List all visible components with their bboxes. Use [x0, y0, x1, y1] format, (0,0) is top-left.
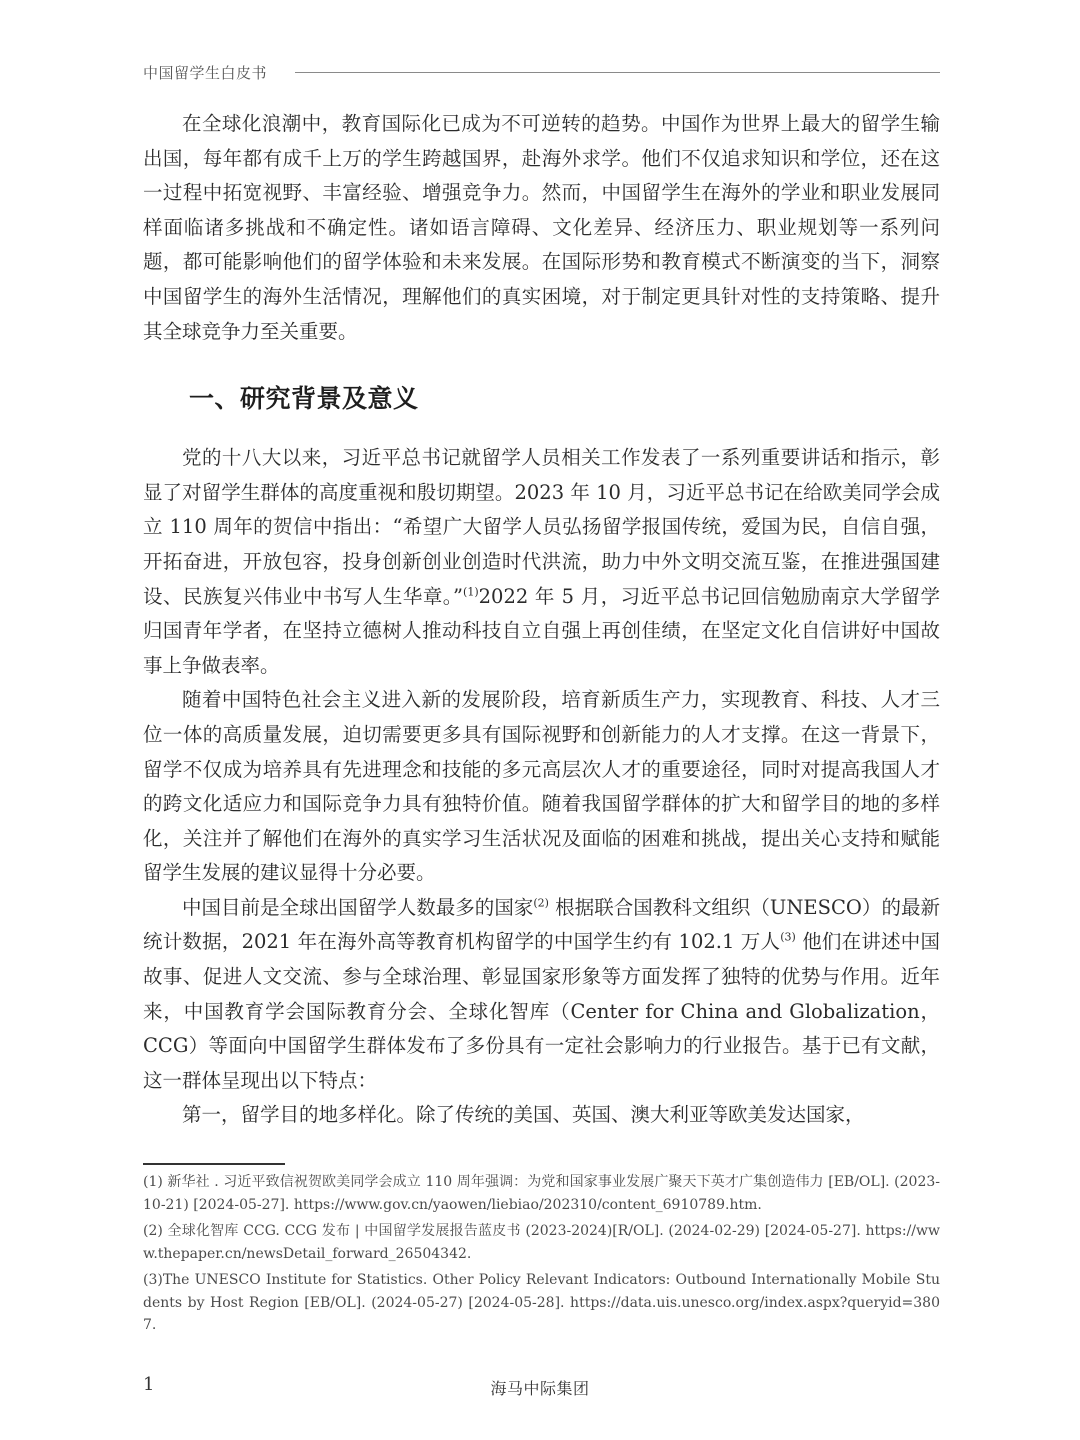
footer-publisher: 海马中际集团: [490, 1379, 590, 1398]
paragraph-text: 他们在讲述中国故事、促进人文交流、参与全球治理、彰显国家形象等方面发挥了独特的优势与作用。近年来，中国教育学会国际教育分会、全球化智库（Center for China and Globalization，CCG）等面向中国留学生群体发布了多份具有一定社会影响力的行业报告。基于已有文献，这一群体呈现出以下特点：: [143, 930, 941, 1092]
footnote-ref-1[interactable]: (1): [463, 585, 479, 599]
footnotes-section: [143, 1163, 940, 1341]
footnote-1: (1) 新华社 . 习近平致信祝贺欧美同学会成立 110 周年强调：为党和国家事业发展广聚天下英才广集创造伟力 [EB/OL]. (2023-10-21) [2024-05-27]. https://www.gov.cn/yaowen/liebiao/202310/content_6910789.htm.: [143, 1174, 940, 1213]
background-paragraph-2: 随着中国特色社会主义进入新的发展阶段，培育新质生产力，实现教育、科技、人才三位一体的高质量发展，迫切需要更多具有国际视野和创新能力的人才支撑。在这一背景下，留学不仅成为培养具有先进理念和技能的多元高层次人才的重要途径，同时对提高我国人才的跨文化适应力和国际竞争力具有独特价值。随着我国留学群体的扩大和留学目的地的多样化，关注并了解他们在海外的真实学习生活状况及面临的困难和挑战，提出关心支持和赋能留学生发展的建议显得十分必要。: [143, 688, 940, 885]
header-rule: [295, 72, 940, 73]
paragraph-text: 2022 年 5 月，习近平总书记回信勉励南京大学留学归国青年学者，在坚持立德树人推动科技自立自强上再创佳绩，在坚定文化自信讲好中国故事上争做表率。: [143, 584, 940, 677]
background-paragraph-1: [143, 441, 940, 683]
footnote-2: (2) 全球化智库 CCG. CCG 发布 | 中国留学发展报告蓝皮书 (2023-2024)[R/OL]. (2024-02-29) [2024-05-27]. https://www.thepaper.cn/newsDetail_forward_26504342.: [143, 1223, 940, 1262]
section-heading: 一、研究背景及意义: [189, 384, 419, 414]
page-number: 1: [143, 1374, 155, 1395]
paragraph-text: 中国目前是全球出国留学人数最多的国家: [182, 895, 534, 919]
background-paragraph-3: [143, 891, 940, 1099]
footnote-3: (3)The UNESCO Institute for Statistics. Other Policy Relevant Indicators: Outbound Internationally Mobile Students by Host Region [EB/OL]. (2024-05-27) [2024-05-28]. https://data.uis.unesco.org/index.aspx?queryid=3807.: [143, 1272, 940, 1333]
header-title: 中国留学生白皮书: [143, 63, 268, 82]
footnote-ref-2[interactable]: (2): [533, 896, 549, 910]
footnote-rule: [143, 1163, 285, 1165]
background-paragraph-4: 第一，留学目的地多样化。除了传统的美国、英国、澳大利亚等欧美发达国家，: [182, 1103, 865, 1127]
running-header: [143, 60, 940, 84]
paragraph-text: 根据联合国教科文组织（UNESCO）的最新统计数据，2021 年在海外高等教育机构留学的中国学生约有 102.1 万人: [143, 895, 940, 954]
footnote-ref-3[interactable]: (3): [780, 930, 796, 944]
paragraph-text: 党的十八大以来，习近平总书记就留学人员相关工作发表了一系列重要讲话和指示，彰显了对留学生群体的高度重视和殷切期望。2023 年 10 月，习近平总书记在给欧美同学会成立 110 周年的贺信中指出：“希望广大留学人员弘扬留学报国传统，爱国为民，自信自强，开拓奋进，开放包容，投身创新创业创造时代洪流，助力中外文明交流互鉴，在推进强国建设、民族复兴伟业中书写人生华章。”: [143, 446, 940, 608]
intro-paragraph: 在全球化浪潮中，教育国际化已成为不可逆转的趋势。中国作为世界上最大的留学生输出国，每年都有成千上万的学生跨越国界，赴海外求学。他们不仅追求知识和学位，还在这一过程中拓宽视野、丰富经验、增强竞争力。然而，中国留学生在海外的学业和职业发展同样面临诸多挑战和不确定性。诸如语言障碍、文化差异、经济压力、职业规划等一系列问题，都可能影响他们的留学体验和未来发展。在国际形势和教育模式不断演变的当下，洞察中国留学生的海外生活情况，理解他们的真实困境，对于制定更具针对性的支持策略、提升其全球竞争力至关重要。: [143, 112, 940, 343]
main-content: [143, 107, 940, 1133]
